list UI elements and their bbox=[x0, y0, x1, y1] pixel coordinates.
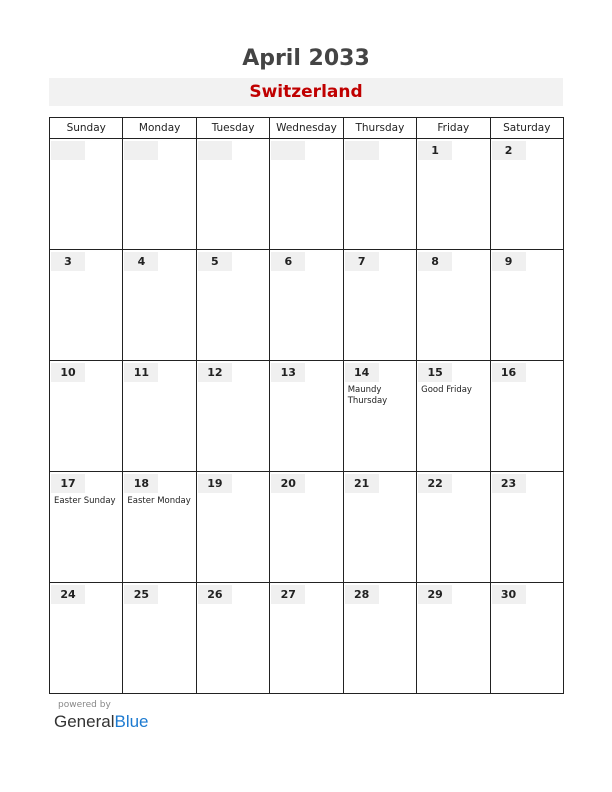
day-number: 23 bbox=[492, 474, 526, 493]
week-row bbox=[50, 250, 564, 361]
weekday-header: Monday bbox=[123, 118, 196, 139]
day-number: 11 bbox=[124, 363, 158, 382]
weekday-header: Thursday bbox=[343, 118, 416, 139]
day-cell bbox=[343, 472, 416, 583]
day-number: 17 bbox=[51, 474, 85, 493]
day-cell bbox=[50, 250, 123, 361]
country-banner bbox=[49, 78, 563, 106]
day-cell bbox=[196, 361, 269, 472]
day-number: 21 bbox=[345, 474, 379, 493]
day-number: 6 bbox=[271, 252, 305, 271]
day-number: 4 bbox=[124, 252, 158, 271]
day-number bbox=[345, 141, 379, 160]
weekday-header: Wednesday bbox=[270, 118, 343, 139]
day-cell bbox=[343, 139, 416, 250]
day-cell bbox=[417, 139, 490, 250]
day-cell bbox=[417, 250, 490, 361]
weekday-header-row bbox=[50, 118, 564, 139]
day-cell bbox=[270, 361, 343, 472]
day-number: 20 bbox=[271, 474, 305, 493]
day-number: 10 bbox=[51, 363, 85, 382]
weekday-header: Sunday bbox=[50, 118, 123, 139]
day-cell bbox=[417, 361, 490, 472]
day-number: 1 bbox=[418, 141, 452, 160]
day-cell bbox=[270, 250, 343, 361]
weekday-header: Tuesday bbox=[196, 118, 269, 139]
week-row bbox=[50, 583, 564, 694]
day-cell bbox=[417, 583, 490, 694]
day-cell bbox=[196, 139, 269, 250]
brand-blue: Blue bbox=[114, 712, 149, 731]
day-cell bbox=[490, 250, 563, 361]
day-number: 14 bbox=[345, 363, 379, 382]
day-cell bbox=[123, 361, 196, 472]
day-cell bbox=[490, 472, 563, 583]
day-cell bbox=[196, 250, 269, 361]
day-number: 30 bbox=[492, 585, 526, 604]
country-name: Switzerland bbox=[249, 82, 363, 102]
day-cell bbox=[50, 139, 123, 250]
day-number: 12 bbox=[198, 363, 232, 382]
day-number: 28 bbox=[345, 585, 379, 604]
day-cell bbox=[490, 139, 563, 250]
day-number: 15 bbox=[418, 363, 452, 382]
holiday-label: Easter Monday bbox=[127, 496, 191, 506]
week-row bbox=[50, 361, 564, 472]
day-number: 29 bbox=[418, 585, 452, 604]
day-cell bbox=[343, 361, 416, 472]
holiday-label: Easter Sunday bbox=[54, 496, 116, 506]
day-number: 22 bbox=[418, 474, 452, 493]
brand-general: General bbox=[54, 712, 115, 731]
day-number bbox=[271, 141, 305, 160]
day-number: 27 bbox=[271, 585, 305, 604]
day-cell bbox=[123, 472, 196, 583]
day-cell bbox=[490, 583, 563, 694]
day-number: 16 bbox=[492, 363, 526, 382]
holiday-label: Maundy Thursday bbox=[347, 385, 388, 406]
day-number: 3 bbox=[51, 252, 85, 271]
page-title: April 2033 bbox=[242, 46, 370, 71]
holiday-label: Good Friday bbox=[421, 385, 472, 395]
day-number bbox=[124, 141, 158, 160]
day-cell bbox=[123, 139, 196, 250]
day-cell bbox=[343, 250, 416, 361]
day-number: 26 bbox=[198, 585, 232, 604]
day-number: 19 bbox=[198, 474, 232, 493]
day-number: 5 bbox=[198, 252, 232, 271]
day-cell bbox=[50, 472, 123, 583]
day-number: 25 bbox=[124, 585, 158, 604]
weekday-header: Friday bbox=[417, 118, 490, 139]
calendar-body bbox=[50, 139, 564, 694]
day-cell bbox=[270, 583, 343, 694]
day-cell bbox=[50, 583, 123, 694]
calendar-grid bbox=[49, 117, 564, 694]
day-cell bbox=[343, 583, 416, 694]
day-cell bbox=[196, 472, 269, 583]
day-cell bbox=[123, 583, 196, 694]
day-number: 7 bbox=[345, 252, 379, 271]
week-row bbox=[50, 472, 564, 583]
day-number: 8 bbox=[418, 252, 452, 271]
day-number: 2 bbox=[492, 141, 526, 160]
day-cell bbox=[490, 361, 563, 472]
day-cell bbox=[123, 250, 196, 361]
day-number bbox=[198, 141, 232, 160]
day-cell bbox=[270, 472, 343, 583]
day-cell bbox=[270, 139, 343, 250]
day-cell bbox=[417, 472, 490, 583]
day-number: 9 bbox=[492, 252, 526, 271]
week-row bbox=[50, 139, 564, 250]
weekday-header: Saturday bbox=[490, 118, 563, 139]
day-number: 24 bbox=[51, 585, 85, 604]
day-cell bbox=[50, 361, 123, 472]
day-number: 13 bbox=[271, 363, 305, 382]
brand-logo bbox=[54, 712, 149, 732]
day-cell bbox=[196, 583, 269, 694]
powered-by-text: powered by bbox=[58, 700, 111, 710]
day-number bbox=[51, 141, 85, 160]
day-number: 18 bbox=[124, 474, 158, 493]
